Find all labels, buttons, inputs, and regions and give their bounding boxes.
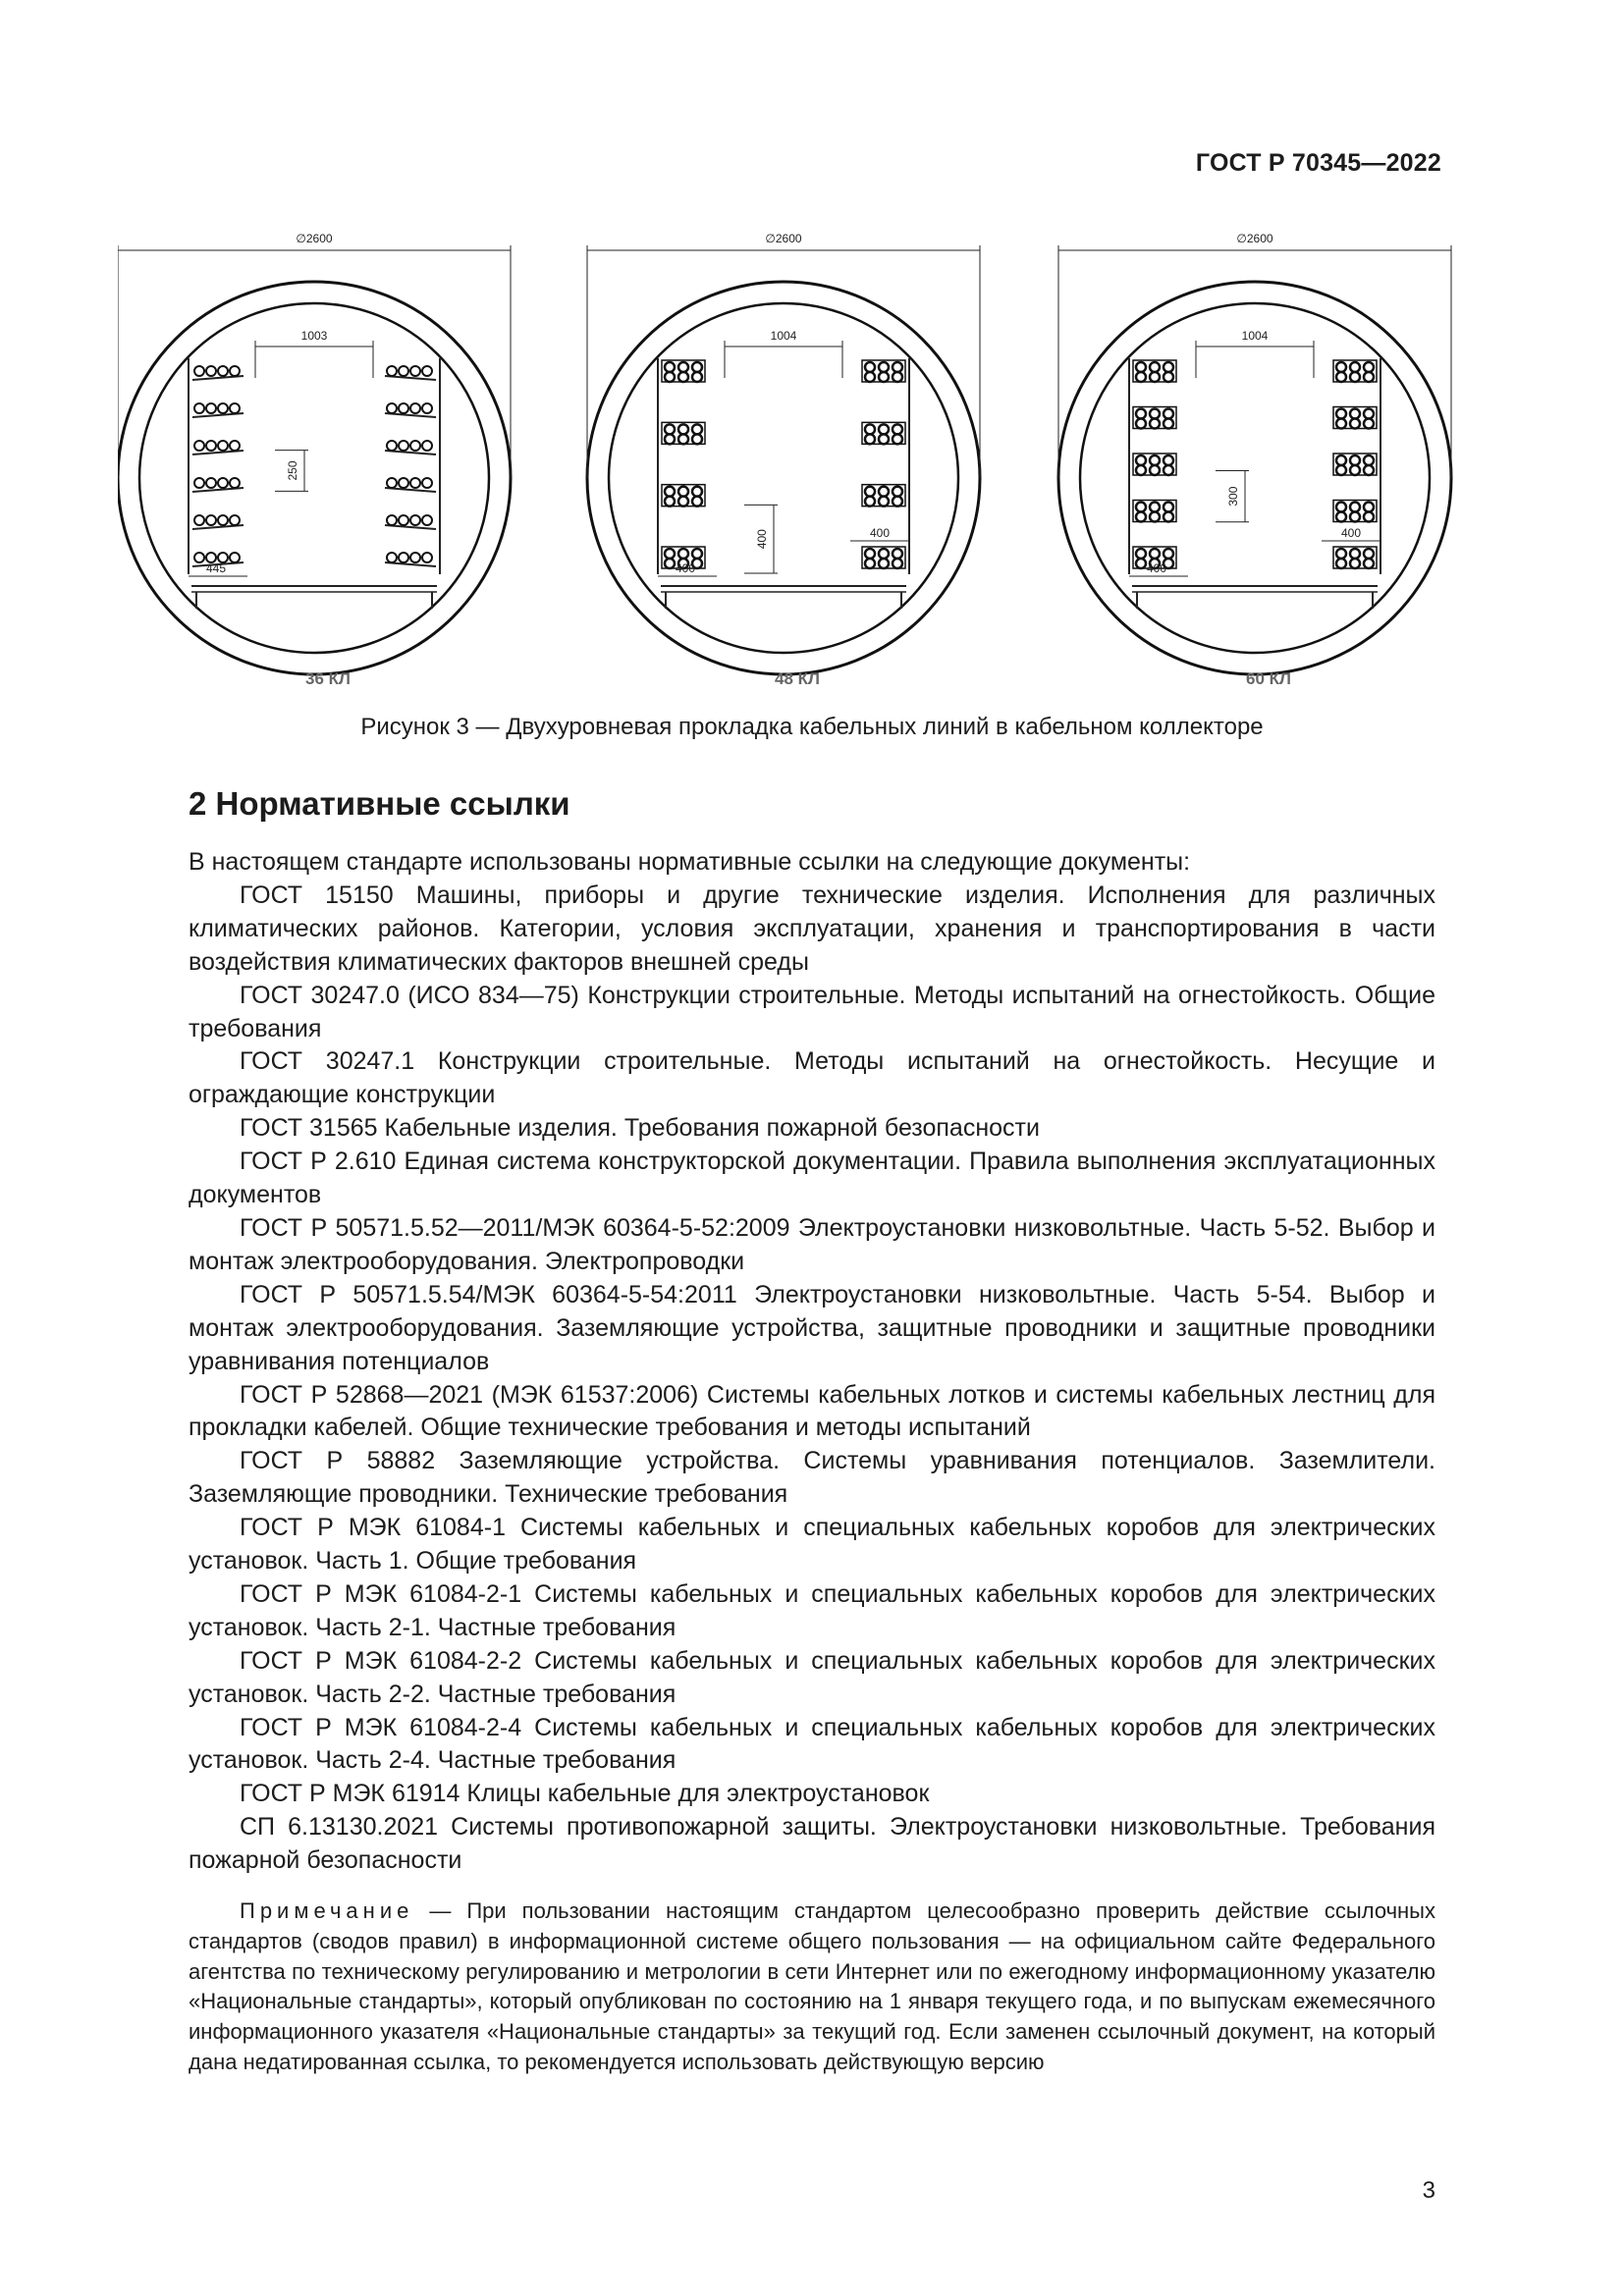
- cable: [879, 424, 889, 434]
- cable: [1350, 362, 1360, 372]
- reference-item: ГОСТ 30247.0 (ИСО 834—75) Конструкции строительные. Методы испытаний на огнестойкость. Общие требования: [189, 981, 1435, 1042]
- cable: [387, 403, 397, 413]
- gap-label: 1004: [1241, 329, 1269, 343]
- reference-item: ГОСТ Р МЭК 61084-2-2 Системы кабельных и специальных кабельных коробов для электрических установок. Часть 2-2. Частные требования: [189, 1646, 1435, 1708]
- cable: [1336, 362, 1346, 372]
- cable: [665, 497, 675, 507]
- side-dimension-label: 400: [1340, 526, 1362, 540]
- cable: [692, 362, 702, 372]
- cable: [1164, 372, 1173, 382]
- inner-wall: [609, 303, 958, 653]
- cable: [1150, 409, 1160, 419]
- cable: [422, 515, 432, 525]
- cable: [879, 362, 889, 372]
- document-code: ГОСТ Р 70345—2022: [1195, 149, 1441, 177]
- reference-item: ГОСТ Р МЭК 61084-2-1 Системы кабельных и специальных кабельных коробов для электрических установок. Часть 2-1. Частные требования: [189, 1579, 1435, 1641]
- cable: [194, 366, 204, 376]
- cable: [893, 424, 902, 434]
- cable: [230, 515, 240, 525]
- cable: [879, 559, 889, 568]
- cable: [1364, 512, 1374, 522]
- cable: [692, 424, 702, 434]
- bottom-dimension-label: 400: [1146, 561, 1167, 575]
- cable: [1164, 419, 1173, 429]
- cable: [1136, 512, 1146, 522]
- cable: [230, 553, 240, 562]
- cable: [1336, 455, 1346, 465]
- cable: [410, 515, 420, 525]
- cable: [893, 559, 902, 568]
- reference-item: ГОСТ Р 50571.5.52—2011/МЭК 60364-5-52:2009 Электроустановки низковольтные. Часть 5-52. Выбор и монтаж электрооборудования. Электропроводки: [189, 1213, 1435, 1275]
- cable: [893, 372, 902, 382]
- cable: [422, 403, 432, 413]
- cable: [1350, 559, 1360, 568]
- cable: [422, 441, 432, 451]
- cable: [410, 366, 420, 376]
- vertical-dimension-label: 300: [1226, 486, 1240, 507]
- cable: [387, 515, 397, 525]
- cable: [1136, 455, 1146, 465]
- cable: [194, 441, 204, 451]
- cable: [1336, 419, 1346, 429]
- cable: [1164, 503, 1173, 512]
- cable: [387, 366, 397, 376]
- section-label: 48 КЛ: [775, 669, 820, 688]
- cable: [218, 441, 228, 451]
- cable: [1164, 409, 1173, 419]
- cable: [893, 497, 902, 507]
- cable: [1350, 549, 1360, 559]
- cable: [665, 549, 675, 559]
- cable: [1364, 409, 1374, 419]
- cable: [678, 362, 688, 372]
- cable: [1350, 503, 1360, 512]
- cable: [678, 487, 688, 497]
- note-label: Примечание: [240, 1898, 414, 1923]
- cable: [879, 497, 889, 507]
- cable: [893, 549, 902, 559]
- reference-item: ГОСТ Р МЭК 61084-1 Системы кабельных и специальных кабельных коробов для электрических установок. Часть 1. Общие требования: [189, 1514, 1435, 1575]
- cable: [218, 366, 228, 376]
- cable: [1364, 455, 1374, 465]
- cable: [194, 403, 204, 413]
- cable: [879, 434, 889, 444]
- cable: [387, 441, 397, 451]
- reference-item: ГОСТ 15150 Машины, приборы и другие технические изделия. Исполнения для различных климатических районов. Категории, условия эксплуатации, хранения и транспортирования в части воздействия климатических факторов внешней среды: [189, 881, 1435, 976]
- cable: [206, 366, 216, 376]
- cable: [1136, 419, 1146, 429]
- cable: [865, 497, 875, 507]
- cable: [399, 515, 408, 525]
- cable: [692, 487, 702, 497]
- gap-label: 1004: [770, 329, 797, 343]
- diameter-label: ∅2600: [296, 232, 333, 245]
- cable: [1150, 549, 1160, 559]
- cable: [1336, 559, 1346, 568]
- cable: [865, 372, 875, 382]
- cable: [893, 487, 902, 497]
- cable: [879, 549, 889, 559]
- side-dimension-label: 400: [869, 526, 891, 540]
- cable: [1136, 549, 1146, 559]
- cable: [1336, 372, 1346, 382]
- cable: [865, 487, 875, 497]
- cable: [692, 497, 702, 507]
- cable: [1150, 419, 1160, 429]
- cable: [692, 434, 702, 444]
- cable: [1164, 455, 1173, 465]
- gap-label: 1003: [300, 329, 328, 343]
- cable: [1136, 465, 1146, 475]
- cable: [1364, 419, 1374, 429]
- cable: [1364, 465, 1374, 475]
- page-number: 3: [1422, 2177, 1435, 2204]
- references-list: [189, 846, 1435, 1878]
- cable: [230, 478, 240, 488]
- cable: [399, 403, 408, 413]
- cable: [230, 366, 240, 376]
- diameter-label: ∅2600: [765, 232, 802, 245]
- bottom-dimension-label: 445: [205, 561, 227, 575]
- cable: [1150, 503, 1160, 512]
- cable: [1350, 455, 1360, 465]
- cable: [692, 549, 702, 559]
- bottom-dimension-label: 400: [675, 561, 696, 575]
- cable: [206, 478, 216, 488]
- cable: [893, 362, 902, 372]
- cable: [230, 403, 240, 413]
- cable: [1364, 549, 1374, 559]
- cable: [865, 424, 875, 434]
- cable: [1164, 362, 1173, 372]
- cable: [1336, 465, 1346, 475]
- cable: [206, 441, 216, 451]
- cable: [422, 478, 432, 488]
- cable: [399, 366, 408, 376]
- cable: [194, 553, 204, 562]
- cable: [218, 478, 228, 488]
- cable: [879, 372, 889, 382]
- cable: [206, 403, 216, 413]
- cable: [1336, 512, 1346, 522]
- cable: [387, 478, 397, 488]
- vertical-dimension-label: 250: [286, 460, 299, 481]
- cable: [399, 553, 408, 562]
- figure-3: [118, 221, 1453, 702]
- cable: [1336, 503, 1346, 512]
- cable: [1136, 372, 1146, 382]
- cable: [1136, 362, 1146, 372]
- cable: [422, 366, 432, 376]
- reference-item: СП 6.13130.2021 Системы противопожарной защиты. Электроустановки низковольтные. Требования пожарной безопасности: [189, 1813, 1435, 1875]
- collector-section: [1058, 232, 1451, 688]
- cable: [665, 362, 675, 372]
- cable: [410, 553, 420, 562]
- cable: [1150, 372, 1160, 382]
- cable: [865, 434, 875, 444]
- cable: [1136, 409, 1146, 419]
- cable: [678, 372, 688, 382]
- cable: [678, 434, 688, 444]
- cable: [1364, 372, 1374, 382]
- reference-item: ГОСТ Р 50571.5.54/МЭК 60364-5-54:2011 Электроустановки низковольтные. Часть 5-54. Выбор и монтаж электрооборудования. Заземляющие устройства, защитные проводники и защитные проводники уравнивания потенциалов: [189, 1280, 1435, 1375]
- vertical-dimension-label: 400: [755, 529, 769, 550]
- cable: [1150, 512, 1160, 522]
- cable: [1164, 512, 1173, 522]
- cable: [410, 403, 420, 413]
- cable: [665, 424, 675, 434]
- section-label: 36 КЛ: [305, 669, 351, 688]
- intro-paragraph: В настоящем стандарте использованы нормативные ссылки на следующие документы:: [189, 848, 1191, 876]
- cable: [893, 434, 902, 444]
- cable: [1364, 559, 1374, 568]
- cable: [1350, 372, 1360, 382]
- cable: [1150, 455, 1160, 465]
- cable: [206, 515, 216, 525]
- note-text: — При пользовании настоящим стандартом целесообразно проверить действие ссылочных стандартов (сводов правил) в информационной системе общего пользования — на официальном сайте Федерального агентства по техническому регулированию и метрологии в сети Интернет или по ежегодному информационному указателю «Национальные стандарты», который опубликован по состоянию на 1 января текущего года, и по выпускам ежемесячного информационного указателя «Национальные стандарты» за текущий год. Если заменен ссылочный документ, на который дана недатированная ссылка, то рекомендуется использовать действующую версию: [189, 1898, 1435, 2074]
- cable: [1350, 409, 1360, 419]
- cable: [194, 515, 204, 525]
- cable: [1136, 503, 1146, 512]
- reference-item: ГОСТ Р МЭК 61914 Клицы кабельные для электроустановок: [240, 1780, 930, 1808]
- diameter-label: ∅2600: [1236, 232, 1273, 245]
- reference-item: ГОСТ 30247.1 Конструкции строительные. Методы испытаний на огнестойкость. Несущие и ограждающие конструкции: [189, 1047, 1435, 1109]
- cable: [865, 549, 875, 559]
- figure-caption: Рисунок 3 — Двухуровневая прокладка кабельных линий в кабельном коллекторе: [360, 714, 1264, 740]
- cable: [387, 553, 397, 562]
- reference-item: ГОСТ Р 58882 Заземляющие устройства. Системы уравнивания потенциалов. Заземлители. Заземляющие проводники. Технические требования: [189, 1447, 1435, 1509]
- cable-collector-drawing: [118, 221, 1453, 702]
- cable: [230, 441, 240, 451]
- cable: [865, 559, 875, 568]
- cable: [218, 515, 228, 525]
- cable: [665, 559, 675, 568]
- reference-item: ГОСТ 31565 Кабельные изделия. Требования пожарной безопасности: [240, 1114, 1040, 1143]
- cable: [665, 487, 675, 497]
- cable: [399, 478, 408, 488]
- inner-wall: [1080, 303, 1430, 653]
- cable: [410, 441, 420, 451]
- cable: [410, 478, 420, 488]
- cable: [399, 441, 408, 451]
- cable: [1364, 503, 1374, 512]
- collector-section: [587, 232, 980, 688]
- cable: [665, 434, 675, 444]
- cable: [678, 424, 688, 434]
- cable: [1350, 512, 1360, 522]
- reference-item: ГОСТ Р 2.610 Единая система конструкторской документации. Правила выполнения эксплуатационных документов: [189, 1148, 1435, 1209]
- section-label: 60 КЛ: [1246, 669, 1291, 688]
- cable: [1150, 362, 1160, 372]
- reference-item: ГОСТ Р 52868—2021 (МЭК 61537:2006) Системы кабельных лотков и системы кабельных лестниц для прокладки кабелей. Общие технические требования и методы испытаний: [189, 1380, 1435, 1442]
- note-paragraph: [189, 1896, 1435, 2078]
- cable: [678, 497, 688, 507]
- collector-section: [118, 232, 511, 688]
- cable: [692, 372, 702, 382]
- cable: [1164, 549, 1173, 559]
- reference-item: ГОСТ Р МЭК 61084-2-4 Системы кабельных и специальных кабельных коробов для электрических установок. Часть 2-4. Частные требования: [189, 1713, 1435, 1775]
- cable: [665, 372, 675, 382]
- cable: [865, 362, 875, 372]
- cable: [1336, 549, 1346, 559]
- cable: [879, 487, 889, 497]
- cable: [1150, 465, 1160, 475]
- cable: [678, 549, 688, 559]
- cable: [1164, 465, 1173, 475]
- inner-wall: [139, 303, 489, 653]
- cable: [1364, 362, 1374, 372]
- cable: [218, 403, 228, 413]
- cable: [1336, 409, 1346, 419]
- cable: [422, 553, 432, 562]
- section-title: 2 Нормативные ссылки: [189, 785, 570, 822]
- cable: [194, 478, 204, 488]
- cable: [1350, 465, 1360, 475]
- cable: [1350, 419, 1360, 429]
- cable: [1136, 559, 1146, 568]
